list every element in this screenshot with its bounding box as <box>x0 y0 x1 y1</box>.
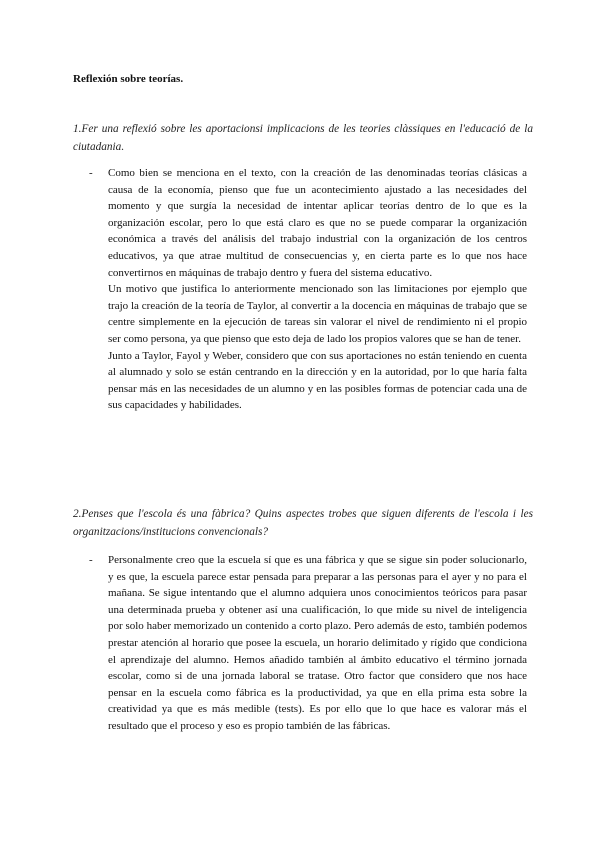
question-2: 2.Penses que l'escola és una fàbrica? Quins aspectes trobes que siguen diferents de l'escola i les organitzacions/institucions convencionals? <box>73 508 533 538</box>
bullet-dash: - <box>89 554 93 566</box>
answer-1-paragraph-2: Un motivo que justifica lo anteriormente mencionado son las limitaciones por ejemplo que trajo la creación de la teoría de Taylor, al convertir a la docencia en máquinas de trabajo que se centre simplemente en la ejecución de tareas sin valorar el nivel de rendimiento ni el propio ser como persona, ya que pienso que esto deja de lado los propios valores que se han de tener. <box>108 283 527 345</box>
answer-2 <box>91 552 527 735</box>
answer-1 <box>91 165 527 414</box>
question-1: 1.Fer una reflexió sobre les aportacionsi implicacions de les teories clàssiques en l'educació de la ciutadania. <box>73 123 533 153</box>
answer-1-paragraph-3: Junto a Taylor, Fayol y Weber, considero que con sus aportaciones no están teniendo en cuenta al alumnado y solo se están centrando en la dirección y en la autoridad, por lo que haría falta pensar más en las necesidades de un alumno y en las posibles formas de potenciar cada una de sus capacidades y habilidades. <box>108 349 527 412</box>
answer-1-paragraph-1: Como bien se menciona en el texto, con la creación de las denominadas teorías clásicas a causa de la economía, pienso que fue un acontecimiento ajustado a las necesidades del momento y que surgía la necesidad de intentar aplicar teorías dentro de lo que es la organización escolar, pero lo que está claro es que no se puede comparar la organización económica a través del análisis del trabajo industrial con la organización de los centros educativos, ya que atrae multitud de consecuencias y, en cierta parte es lo que nos hace convertirnos en máquinas de trabajo dentro y fuera del sistema educativo. <box>108 167 527 279</box>
answer-2-paragraph-1: Personalmente creo que la escuela sí que es una fábrica y que se sigue sin poder solucionarlo, y es que, la escuela parece estar pensada para preparar a las personas para el ayer y no para el mañana. Se sigue intentando que el alumno adquiera unos conocimientos teóricos para pasar una determinada prueba y obtener así una cualificación, lo que mide su nivel de inteligencia por solo haber memorizado un contenido a corto plazo. Pero además de esto, también podemos prestar atención al horario que posee la escuela, un horario delimitado y rígido que condiciona el aprendizaje del alumno. Hemos añadido también al ámbito educativo el término jornada escolar, como si de una jornada laboral se tratase. Otro factor que considero que nos hace pensar en la escuela como fábrica es la productividad, ya que en ella prima esta sobre la creatividad ya que es más medible (tests). Es por ello que lo que hace es valorar más el resultado que el proceso y eso es propio también de las fábricas. <box>108 554 527 732</box>
document-title: Reflexión sobre teorías. <box>73 73 184 85</box>
bullet-dash: - <box>89 167 93 179</box>
